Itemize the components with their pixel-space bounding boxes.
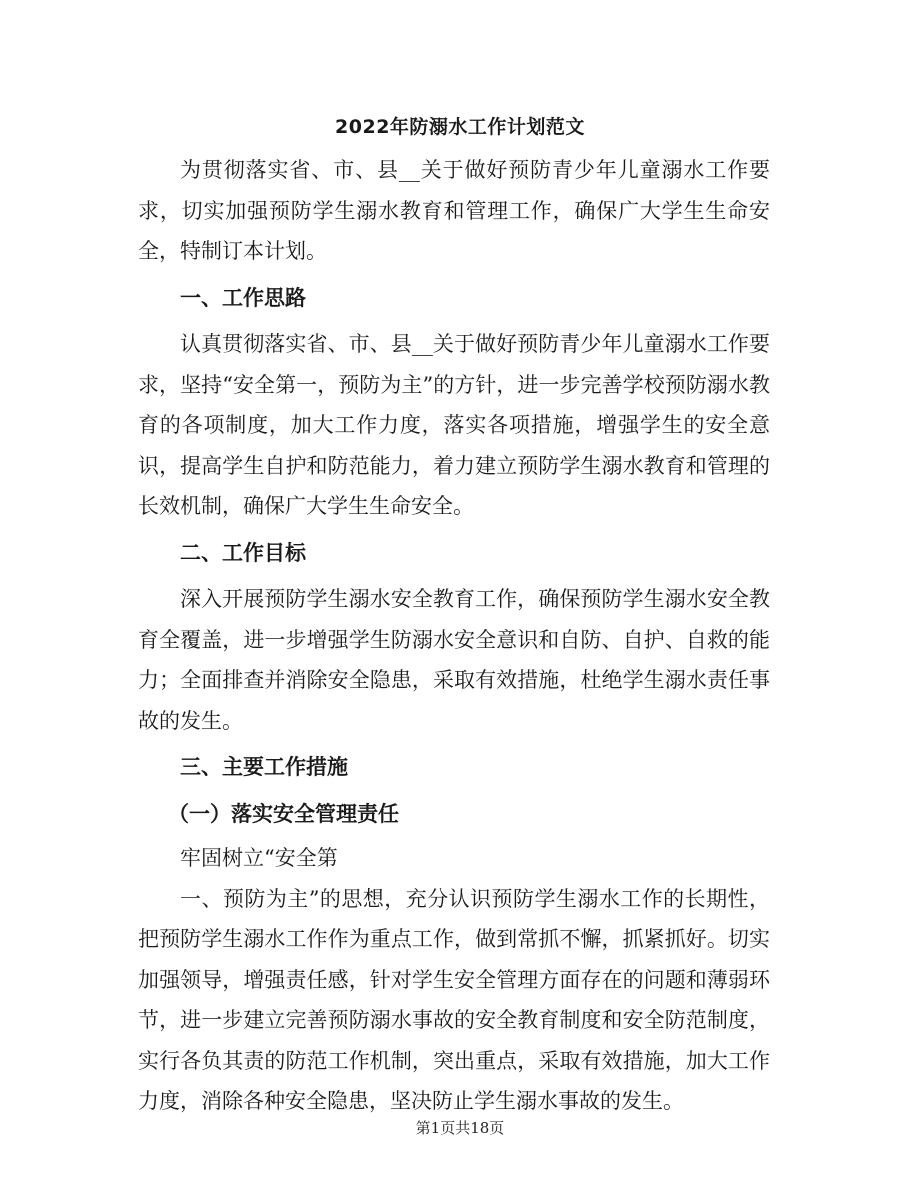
- section-3-heading: 三、主要工作措施: [180, 755, 348, 779]
- subsection-1-paragraph: 一、预防为主”的思想，充分认识预防学生溺水工作的长期性，把预防学生溺水工作作为重点工作，做到常抓不懈，抓紧抓好。切实加强领导，增强责任感，针对学生安全管理方面存在的问题和薄弱环节，进一步建立完善预防溺水事故的安全教育制度和安全防范制度，实行各负其责的防范工作机制，突出重点，采取有效措施，加大工作力度，消除各种安全隐患，坚决防止学生溺水事故的发生。: [138, 886, 770, 1113]
- document-title: 2022年防溺水工作计划范文: [335, 116, 585, 138]
- section-1-heading: 一、工作思路: [180, 285, 306, 310]
- section-2-paragraph: 深入开展预防学生溺水安全教育工作，确保预防学生溺水安全教育全覆盖，进一步增强学生防溺水安全意识和自防、自护、自救的能力；全面排查并消除安全隐患，采取有效措施，杜绝学生溺水责任事故的发生。: [138, 587, 770, 733]
- subsection-1-heading: （一）落实安全管理责任: [168, 801, 399, 826]
- document-body: [138, 150, 770, 1122]
- intro-paragraph: 为贯彻落实省、市、县__关于做好预防青少年儿童溺水工作要求，切实加强预防学生溺水教育和管理工作，确保广大学生生命安全，特制订本计划。: [138, 158, 770, 263]
- subsection-1-first-line: 牢固树立“安全第: [180, 846, 338, 870]
- section-1-paragraph: 认真贯彻落实省、市、县__关于做好预防青少年儿童溺水工作要求，坚持“安全第一，预防为主”的方针，进一步完善学校预防溺水教育的各项制度，加大工作力度，落实各项措施，增强学生的安全意识，提高学生自护和防范能力，着力建立预防学生溺水教育和管理的长效机制，确保广大学生生命安全。: [138, 332, 770, 518]
- section-2-heading: 二、工作目标: [180, 540, 306, 565]
- page-number: 第1页共18页: [415, 1119, 505, 1137]
